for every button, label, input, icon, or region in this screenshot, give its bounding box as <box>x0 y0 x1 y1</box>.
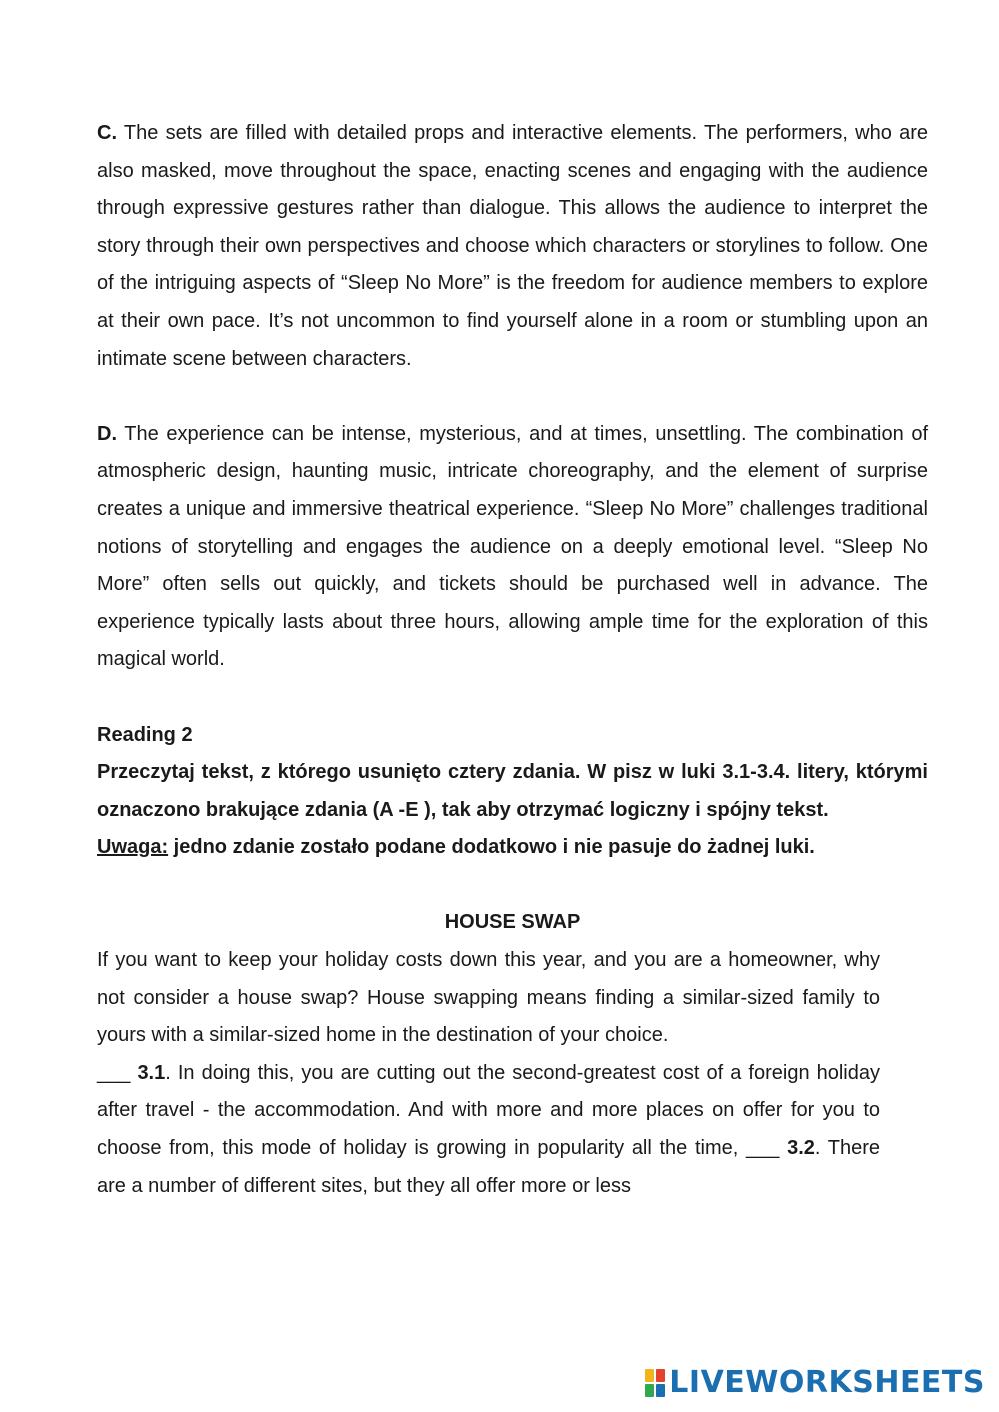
paragraph-2-text: . In doing this, you are cutting out the second-greatest cost of a foreign holiday after travel - the accommodation. And with more and more places on offer for you to choose from, this mode of holiday is growing in popularity all the time, <box>97 1061 880 1160</box>
logo-tile-i <box>656 1369 665 1382</box>
note-text: jedno zdanie zostało podane dodatkowo i nie pasuje do żadnej luki. <box>168 836 815 859</box>
reading2-heading-text: Reading 2 <box>97 723 193 746</box>
logo-tile-e <box>656 1384 665 1397</box>
reading2-heading <box>97 717 928 755</box>
gap-3-1-blank[interactable]: ___ <box>97 1061 131 1084</box>
section-c-text: The sets are filled with detailed props and interactive elements. The performers, who are also masked, move throughout the space, enacting scenes and engaging with the audience through expressive gestures rather than dialogue. This allows the audience to interpret the story through their own perspectives and choose which characters or storylines to follow. One of the intriguing aspects of “Sleep No More” is the freedom for audience members to explore at their own pace. It’s not uncommon to find yourself alone in a room or stumbling upon an intimate scene between characters. <box>97 122 928 370</box>
house-swap-paragraph-2 <box>97 1055 880 1205</box>
paragraph-2-tail: . There are a number of different sites, but they all offer more or less <box>97 1137 881 1197</box>
logo-mark-icon <box>645 1369 665 1397</box>
section-d-text: The experience can be intense, mysterious, and at times, unsettling. The combination of atmospheric design, haunting music, intricate choreography, and the element of surprise creates a unique and immersive theatrical experience. “Sleep No More” challenges traditional notions of storytelling and engages the audience on a deeply emotional level. “Sleep No More” often sells out quickly, and tickets should be purchased well in advance. The experience typically lasts about three hours, allowing ample time for the exploration of this magical world. <box>97 422 928 671</box>
section-c-letter: C. <box>97 122 117 144</box>
gap-3-2-blank[interactable]: ___ <box>746 1137 780 1160</box>
reading2-note <box>97 829 928 867</box>
house-swap-paragraph-1: If you want to keep your holiday costs down this year, and you are a homeowner, why not consider a house swap? House swapping means finding a similar-sized family to yours with a similar-sized home in the destination of your choice. <box>97 949 880 1047</box>
logo-brand-text: LIVEWORKSHEETS <box>669 1365 985 1400</box>
house-swap-title-text: HOUSE SWAP <box>444 911 581 934</box>
reading2-instruction <box>97 754 928 829</box>
gap-3-2-label: 3.2 <box>787 1137 815 1160</box>
section-c-paragraph <box>97 115 928 378</box>
gap-3-1-label: 3.1 <box>137 1061 166 1084</box>
reading2-instruction-text: Przeczytaj tekst, z którego usunięto cztery zdania. W pisz w luki 3.1-3.4. litery, którymi oznaczono brakujące zdania (A -E ), tak aby otrzymać logiczny i spójny tekst. <box>97 761 928 821</box>
worksheet-page <box>97 115 928 1205</box>
house-swap-title <box>97 904 928 942</box>
section-d-paragraph <box>97 416 928 679</box>
note-label: Uwaga: <box>97 836 169 859</box>
logo-tile-v <box>645 1384 654 1397</box>
logo-tile-l <box>645 1369 654 1382</box>
liveworksheets-logo <box>645 1365 985 1400</box>
section-d-letter: D. <box>97 422 117 445</box>
